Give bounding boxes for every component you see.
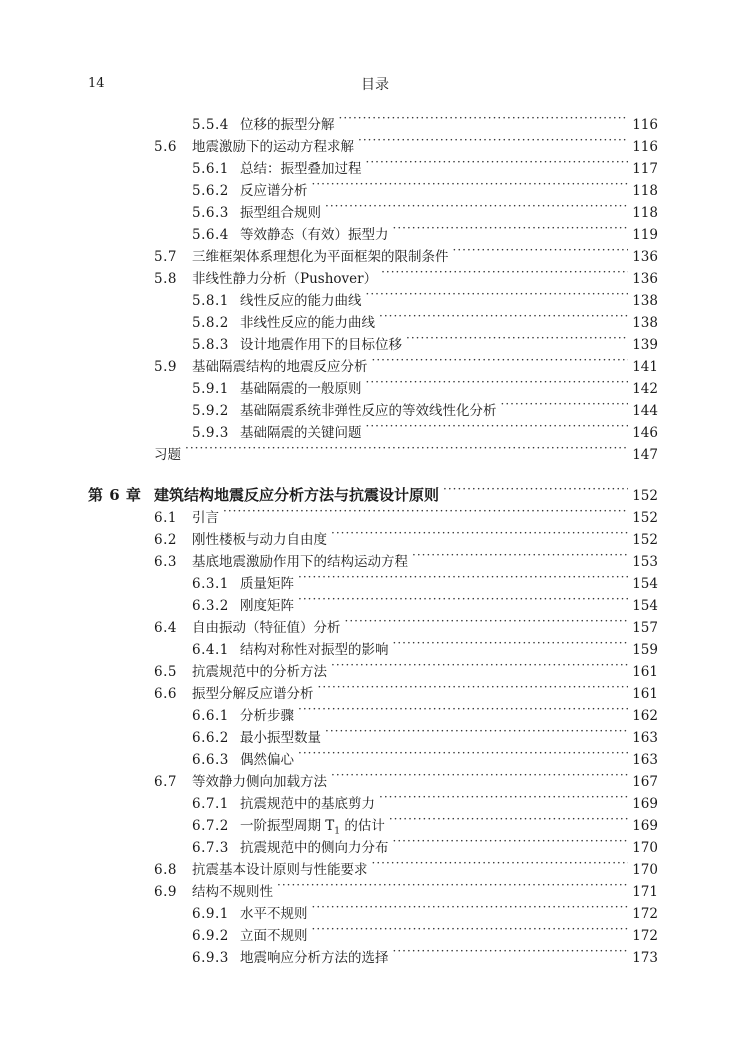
toc-section-title [240, 290, 362, 312]
toc-section-title [192, 136, 354, 158]
toc-title-text: 基础隔震的一般原则 [240, 381, 362, 397]
toc-section-title [192, 529, 327, 551]
toc-section-number: 5.6.2 [192, 183, 229, 199]
toc-title-text: 位移的振型分解 [240, 117, 335, 133]
toc-section-number: 6.6.1 [192, 708, 229, 724]
toc-leader-dots [366, 283, 629, 305]
toc-section-title [192, 661, 327, 683]
toc-leader-dots [298, 588, 628, 610]
toc-leader-dots [379, 305, 628, 327]
toc-leader-dots [393, 217, 629, 239]
toc-section-number: 6.7.3 [192, 840, 229, 856]
toc-leader-dots [331, 764, 628, 786]
toc-chapter-row [88, 478, 658, 504]
toc-title-text: 自由振动（特征值）分析 [192, 620, 341, 636]
toc-page-number: 152 [632, 532, 658, 548]
toc-leader-dots [223, 500, 628, 522]
toc-title-text: 非线性反应的能力曲线 [240, 315, 375, 331]
toc-leader-dots [277, 874, 628, 896]
toc-title-text-after: 的估计 [340, 818, 385, 834]
toc-page-number: 163 [632, 730, 658, 746]
toc-section-number: 5.5.4 [192, 117, 229, 133]
toc-section-number: 5.6.3 [192, 205, 229, 221]
toc-page-number: 172 [632, 906, 658, 922]
toc-page-number: 146 [632, 425, 658, 441]
toc-section-title [192, 881, 273, 903]
toc-page-number: 117 [632, 161, 658, 177]
toc-leader-dots [298, 698, 628, 720]
toc-title-text: 基础隔震结构的地震反应分析 [192, 359, 368, 375]
toc-page-number: 169 [632, 796, 658, 812]
toc-title-text: 分析步骤 [240, 708, 294, 724]
toc-leader-dots [312, 896, 629, 918]
toc-leader-dots [501, 393, 629, 415]
toc-section-number: 6.9.1 [192, 906, 229, 922]
toc-page-number: 161 [632, 664, 658, 680]
toc-leader-dots [318, 676, 629, 698]
toc-title-text: 质量矩阵 [240, 576, 294, 592]
toc-leader-dots [312, 173, 629, 195]
toc-title-text: 线性反应的能力曲线 [240, 293, 362, 309]
toc-section-number: 5.8 [154, 271, 177, 287]
toc-leader-dots [331, 522, 628, 544]
toc-leader-dots [381, 261, 628, 283]
toc-section-number: 6.3.2 [192, 598, 229, 614]
toc-section-title [240, 705, 294, 727]
toc-entry-row [88, 437, 658, 463]
toc-entry-row [88, 217, 658, 243]
toc-section-number: 6.9.3 [192, 950, 229, 966]
toc-page-number: 147 [632, 447, 658, 463]
toc-leader-dots [393, 830, 629, 852]
toc-section-title [240, 837, 389, 859]
toc-page-number: 144 [632, 403, 658, 419]
toc-leader-dots [443, 478, 628, 500]
toc-section-title [240, 947, 389, 969]
toc-section-number: 6.4.1 [192, 642, 229, 658]
toc-title-text: 立面不规则 [240, 928, 308, 944]
toc-entry-row [88, 852, 658, 878]
toc-title-text: 引言 [192, 510, 219, 526]
toc-section-title [192, 683, 314, 705]
toc-title-subscript: 1 [334, 826, 341, 837]
toc-section-title [240, 573, 294, 595]
toc-section-title [240, 793, 375, 815]
toc-section-number: 5.9.1 [192, 381, 229, 397]
toc-section-number: 5.9.3 [192, 425, 229, 441]
toc-section-number: 5.8.1 [192, 293, 229, 309]
toc-section-title [240, 378, 362, 400]
toc-page-number: 154 [632, 576, 658, 592]
toc-title-text: 振型组合规则 [240, 205, 321, 221]
toc-title-text: 偶然偏心 [240, 752, 294, 768]
toc-section-number: 6.9.2 [192, 928, 229, 944]
toc-section-title [240, 180, 308, 202]
toc-section-title [192, 617, 341, 639]
toc-title-text: 结构对称性对振型的影响 [240, 642, 389, 658]
toc-section-title [240, 114, 335, 136]
toc-section-number: 5.9.2 [192, 403, 229, 419]
toc-page-number: 138 [632, 293, 658, 309]
toc-leader-dots [389, 808, 628, 830]
toc-page-number: 116 [632, 117, 658, 133]
toc-title-text: 结构不规则性 [192, 884, 273, 900]
toc-page-number: 157 [632, 620, 658, 636]
toc-section-number: 6.9 [154, 884, 177, 900]
toc-section-title [192, 771, 327, 793]
toc-title-text: 反应谱分析 [240, 183, 308, 199]
toc-title-text: 抗震基本设计原则与性能要求 [192, 862, 368, 878]
toc-title-text: 最小振型数量 [240, 730, 321, 746]
toc-section-title [240, 224, 389, 246]
toc-title-text: 地震激励下的运动方程求解 [192, 139, 354, 155]
toc-section-number: 6.7.2 [192, 818, 229, 834]
toc-section-number: 第 6 章 [88, 486, 142, 504]
toc-leader-dots [393, 632, 629, 654]
toc-entry-row [88, 107, 658, 133]
toc-entry-row [88, 610, 658, 636]
toc-section-number: 5.7 [154, 249, 177, 265]
toc-leader-dots [325, 195, 628, 217]
toc-page-number: 170 [632, 840, 658, 856]
toc-title-text: 抗震规范中的分析方法 [192, 664, 327, 680]
toc-section-number: 5.6.1 [192, 161, 229, 177]
toc-leader-dots [406, 327, 628, 349]
toc-section-number: 6.3 [154, 554, 177, 570]
toc-page-number: 118 [632, 205, 658, 221]
toc-entry-row [88, 129, 658, 155]
toc-title-text: 一阶振型周期 T [240, 818, 335, 834]
toc-section-number: 6.7 [154, 774, 177, 790]
toc-leader-dots [298, 566, 628, 588]
toc-entry-row [88, 720, 658, 746]
toc-page-number: 153 [632, 554, 658, 570]
toc-section-number: 5.6.4 [192, 227, 229, 243]
toc-title-text: 抗震规范中的基底剪力 [240, 796, 375, 812]
toc-section-title [192, 356, 368, 378]
toc-title-text: 地震响应分析方法的选择 [240, 950, 389, 966]
toc-page-number: 154 [632, 598, 658, 614]
toc-entry-row [88, 764, 658, 790]
toc-section-number: 6.8 [154, 862, 177, 878]
toc-title-text: 等效静力侧向加载方法 [192, 774, 327, 790]
toc-entry-row [88, 654, 658, 680]
toc-page-number: 142 [632, 381, 658, 397]
toc-page-number: 138 [632, 315, 658, 331]
toc-section-title [240, 903, 308, 925]
table-of-contents [88, 107, 658, 966]
toc-page-number: 159 [632, 642, 658, 658]
toc-entry-row [88, 195, 658, 221]
toc-leader-dots [358, 129, 628, 151]
toc-page-number: 116 [632, 139, 658, 155]
toc-title-text: 建筑结构地震反应分析方法与抗震设计原则 [154, 486, 440, 504]
toc-title-text: 习题 [154, 447, 181, 463]
toc-leader-dots [298, 742, 628, 764]
toc-section-number: 5.9 [154, 359, 177, 375]
toc-title-text: 基础隔震系统非弹性反应的等效线性化分析 [240, 403, 497, 419]
toc-entry-row [88, 742, 658, 768]
toc-title-text: 基底地震激励作用下的结构运动方程 [192, 554, 408, 570]
toc-page-number: 161 [632, 686, 658, 702]
toc-page-number: 118 [632, 183, 658, 199]
toc-leader-dots [339, 107, 629, 129]
toc-section-number: 6.4 [154, 620, 177, 636]
toc-entry-row [88, 393, 658, 419]
toc-page-number: 136 [632, 271, 658, 287]
toc-page-number: 170 [632, 862, 658, 878]
toc-section-number: 6.5 [154, 664, 177, 680]
toc-section-number: 6.7.1 [192, 796, 229, 812]
toc-leader-dots [393, 940, 629, 962]
toc-leader-dots [345, 610, 629, 632]
toc-entry-row [88, 940, 658, 966]
toc-section-title [240, 202, 321, 224]
toc-title-text: 抗震规范中的侧向力分布 [240, 840, 389, 856]
toc-leader-dots [366, 151, 629, 173]
toc-section-title [240, 749, 294, 771]
toc-section-number: 6.6.2 [192, 730, 229, 746]
toc-section-number: 6.1 [154, 510, 177, 526]
toc-section-number: 5.6 [154, 139, 177, 155]
toc-page-number: 167 [632, 774, 658, 790]
toc-entry-row [88, 349, 658, 375]
toc-page-number: 163 [632, 752, 658, 768]
toc-page-number: 119 [632, 227, 658, 243]
toc-entry-row [88, 173, 658, 199]
toc-section-title [192, 268, 377, 290]
toc-section-title [192, 507, 219, 529]
toc-section-title [240, 925, 308, 947]
toc-title-text: 基础隔震的关键问题 [240, 425, 362, 441]
toc-page-number: 172 [632, 928, 658, 944]
toc-page-number: 173 [632, 950, 658, 966]
toc-section-number: 5.8.3 [192, 337, 229, 353]
toc-page-number: 141 [632, 359, 658, 375]
toc-leader-dots [412, 544, 628, 566]
toc-title-text: 设计地震作用下的目标位移 [240, 337, 402, 353]
toc-leader-dots [366, 415, 629, 437]
toc-title-text: 振型分解反应谱分析 [192, 686, 314, 702]
toc-title-text: 总结：振型叠加过程 [240, 161, 362, 177]
toc-section-title [154, 444, 181, 466]
toc-page-number: 169 [632, 818, 658, 834]
toc-section-number: 6.3.1 [192, 576, 229, 592]
toc-title-text: 水平不规则 [240, 906, 308, 922]
toc-leader-dots [331, 654, 628, 676]
toc-leader-dots [325, 720, 628, 742]
toc-leader-dots [312, 918, 629, 940]
toc-section-number: 6.6.3 [192, 752, 229, 768]
toc-page-number: 171 [632, 884, 658, 900]
toc-section-number: 6.6 [154, 686, 177, 702]
toc-leader-dots [372, 852, 629, 874]
toc-entry-row [88, 415, 658, 441]
toc-title-text: 刚性楼板与动力自由度 [192, 532, 327, 548]
page-number: 14 [88, 76, 105, 91]
toc-section-title [240, 312, 375, 334]
toc-leader-dots [453, 239, 629, 261]
toc-page-number: 162 [632, 708, 658, 724]
toc-leader-dots [372, 349, 629, 371]
toc-section-number: 5.8.2 [192, 315, 229, 331]
toc-title-text: 三维框架体系理想化为平面框架的限制条件 [192, 249, 449, 265]
toc-entry-row [88, 918, 658, 944]
toc-section-number: 6.2 [154, 532, 177, 548]
toc-section-title [240, 595, 294, 617]
toc-title-text: 等效静态（有效）振型力 [240, 227, 389, 243]
toc-page-number: 152 [632, 488, 658, 504]
toc-page-number: 139 [632, 337, 658, 353]
toc-leader-dots [366, 371, 629, 393]
toc-leader-dots [379, 786, 628, 808]
running-head: 目录 [361, 77, 389, 93]
toc-title-text: 刚度矩阵 [240, 598, 294, 614]
toc-leader-dots [185, 437, 628, 459]
toc-title-text: 非线性静力分析（Pushover） [192, 271, 378, 287]
toc-entry-row [88, 588, 658, 614]
toc-page-number: 152 [632, 510, 658, 526]
toc-page-number: 136 [632, 249, 658, 265]
toc-entry-row [88, 305, 658, 331]
